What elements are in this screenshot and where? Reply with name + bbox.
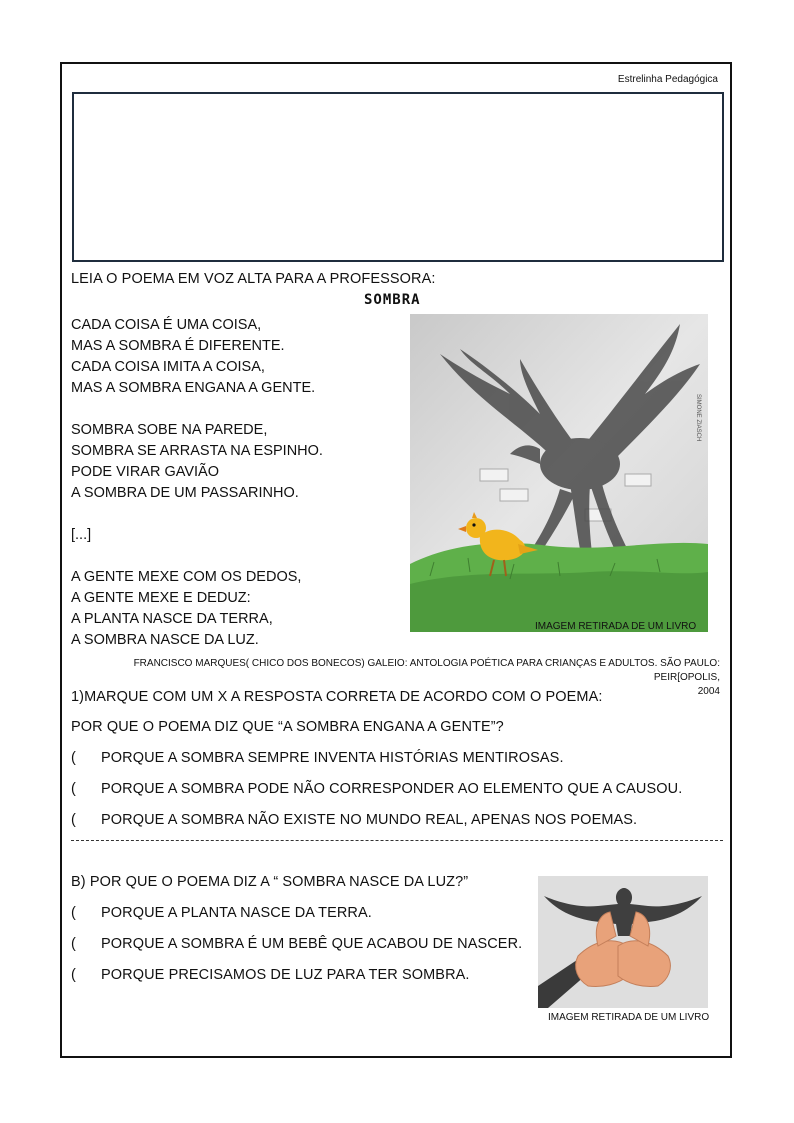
answer-checkbox[interactable]: ( xyxy=(71,905,76,921)
question-1-prompt: POR QUE O POEMA DIZ QUE “A SOMBRA ENGANA A GENTE”? xyxy=(71,719,504,735)
brand-label: Estrelinha Pedagógica xyxy=(617,74,718,85)
option-label: PORQUE A PLANTA NASCE DA TERRA. xyxy=(101,905,372,921)
poem-stanza-1 xyxy=(71,315,323,399)
poem-line: [...] xyxy=(71,527,92,543)
poem-line: CADA COISA É UMA COISA, xyxy=(71,317,262,333)
answer-checkbox[interactable]: ( xyxy=(71,750,76,766)
image-caption-1: IMAGEM RETIRADA DE UM LIVRO xyxy=(535,621,697,632)
question-1-statement: 1)MARQUE COM UM X A RESPOSTA CORRETA DE ACORDO COM O POEMA: xyxy=(71,689,603,705)
poem-line: MAS A SOMBRA ENGANA A GENTE. xyxy=(71,380,316,396)
source-credit-line: FRANCISCO MARQUES( CHICO DOS BONECOS) GALEIO: ANTOLOGIA POÉTICA PARA CRIANÇAS E ADULTOS. SÃO PAULO: PEIR[OPOLIS, xyxy=(133,658,720,683)
answer-checkbox[interactable]: ( xyxy=(71,936,76,952)
poem-line: A PLANTA NASCE DA TERRA, xyxy=(71,611,273,627)
poem-line: SOMBRA SE ARRASTA NA ESPINHO. xyxy=(71,443,323,459)
image-caption-2: IMAGEM RETIRADA DE UM LIVRO xyxy=(548,1012,710,1023)
hand-shadow-illustration xyxy=(538,876,708,1008)
q1-option-3[interactable] xyxy=(71,812,637,828)
option-label: PORQUE A SOMBRA PODE NÃO CORRESPONDER AO ELEMENTO QUE A CAUSOU. xyxy=(101,781,683,797)
option-label: PORQUE A SOMBRA É UM BEBÊ QUE ACABOU DE NASCER. xyxy=(101,936,523,952)
option-label: PORQUE PRECISAMOS DE LUZ PARA TER SOMBRA. xyxy=(101,967,470,983)
q2-option-3[interactable] xyxy=(71,967,470,983)
poem-line: SOMBRA SOBE NA PAREDE, xyxy=(71,422,268,438)
worksheet-frame xyxy=(60,62,732,1058)
bird-shadow-illustration xyxy=(410,314,708,632)
option-label: PORQUE A SOMBRA SEMPRE INVENTA HISTÓRIAS MENTIROSAS. xyxy=(101,750,564,766)
answer-checkbox[interactable]: ( xyxy=(71,812,76,828)
illustrator-signature: SIMONE ZIASCH xyxy=(695,394,701,442)
question-2-prompt: B) POR QUE O POEMA DIZ A “ SOMBRA NASCE DA LUZ?” xyxy=(71,874,469,890)
poem-line: PODE VIRAR GAVIÃO xyxy=(71,464,219,480)
poem-body xyxy=(71,315,323,651)
q1-option-2[interactable] xyxy=(71,781,682,797)
source-credit-year: 2004 xyxy=(697,686,720,697)
poem-stanza-3 xyxy=(71,567,323,651)
name-box xyxy=(72,92,724,262)
section-divider xyxy=(71,840,723,841)
poem-ellipsis xyxy=(71,525,323,546)
q1-option-1[interactable] xyxy=(71,750,564,766)
instruction-text: LEIA O POEMA EM VOZ ALTA PARA A PROFESSORA: xyxy=(71,271,436,287)
poem-line: A GENTE MEXE E DEDUZ: xyxy=(71,590,251,606)
poem-line: A GENTE MEXE COM OS DEDOS, xyxy=(71,569,302,585)
poem-line: MAS A SOMBRA É DIFERENTE. xyxy=(71,338,285,354)
answer-checkbox[interactable]: ( xyxy=(71,967,76,983)
poem-line: A SOMBRA DE UM PASSARINHO. xyxy=(71,485,299,501)
q2-option-2[interactable] xyxy=(71,936,522,952)
answer-checkbox[interactable]: ( xyxy=(71,781,76,797)
q2-option-1[interactable] xyxy=(71,905,372,921)
poem-title: SOMBRA xyxy=(364,292,421,308)
poem-line: CADA COISA IMITA A COISA, xyxy=(71,359,265,375)
poem-line: A SOMBRA NASCE DA LUZ. xyxy=(71,632,259,648)
option-label: PORQUE A SOMBRA NÃO EXISTE NO MUNDO REAL, APENAS NOS POEMAS. xyxy=(101,812,638,828)
poem-stanza-2 xyxy=(71,420,323,504)
